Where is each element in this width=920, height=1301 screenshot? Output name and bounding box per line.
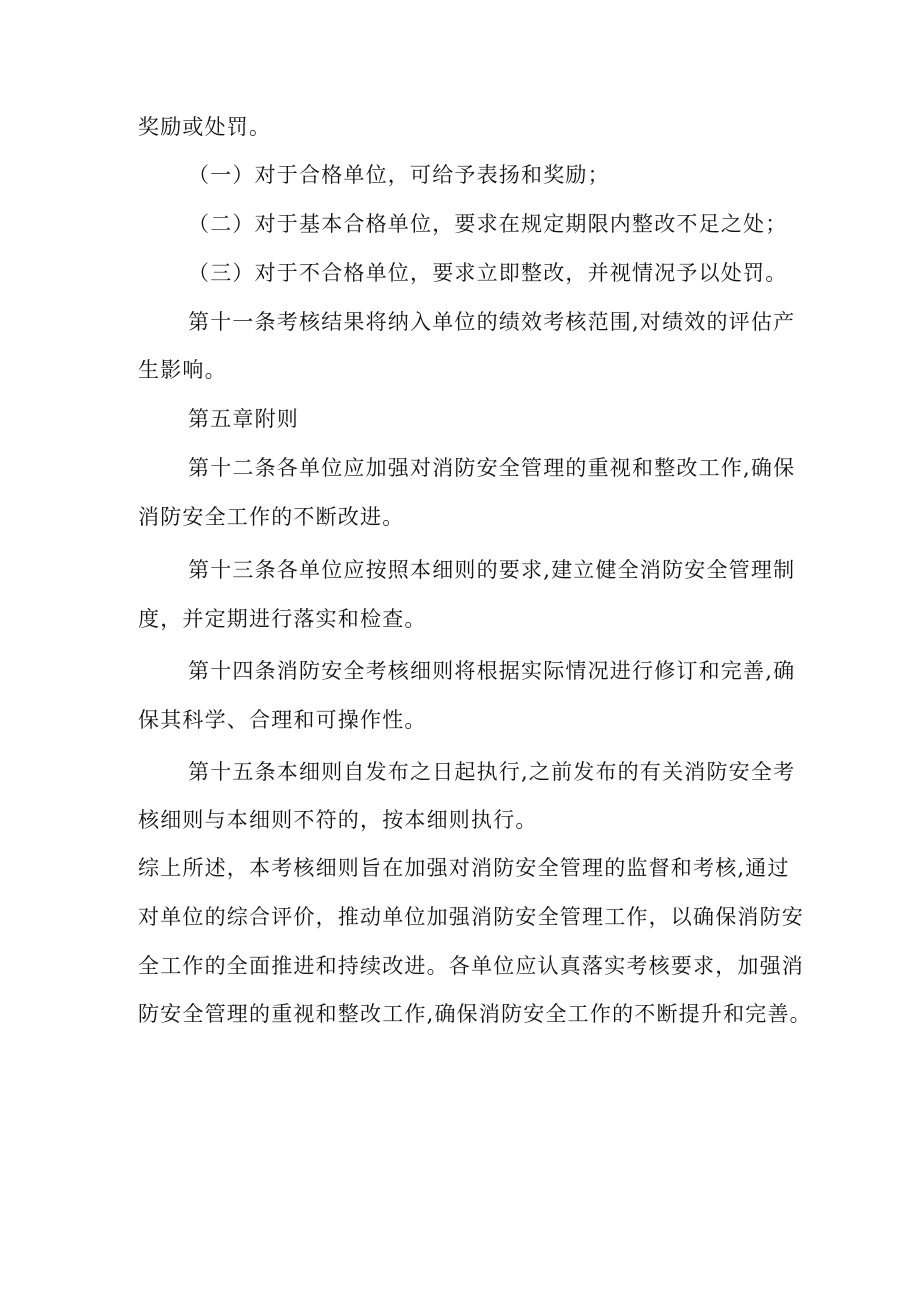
text-line-article-14-part2: 保其科学、合理和可操作性。 bbox=[138, 708, 427, 732]
text-line-item-three: （三）对于不合格单位，要求立即整改，并视情况予以处罚。 bbox=[188, 261, 788, 285]
text-line-article-15-part2: 核细则与本细则不符的，按本细则执行。 bbox=[138, 808, 538, 832]
text-line-summary-2: 对单位的综合评价，推动单位加强消防安全管理工作，以确保消防安 bbox=[138, 905, 804, 929]
text-line-award-or-penalty: 奖励或处罚。 bbox=[138, 115, 272, 139]
text-line-item-two: （二）对于基本合格单位，要求在规定期限内整改不足之处； bbox=[188, 212, 788, 236]
text-line-summary-3: 全工作的全面推进和持续改进。各单位应认真落实考核要求，加强消 bbox=[138, 954, 804, 978]
text-line-article-11-part2: 生影响。 bbox=[138, 358, 227, 382]
text-line-article-12-part2: 消防安全工作的不断改进。 bbox=[138, 505, 405, 529]
chapter-heading: 第五章附则 bbox=[188, 407, 299, 431]
text-line-article-14-part1: 第十四条消防安全考核细则将根据实际情况进行修订和完善,确 bbox=[188, 659, 796, 683]
text-line-article-12-part1: 第十二条各单位应加强对消防安全管理的重视和整改工作,确保 bbox=[188, 456, 796, 480]
text-line-article-15-part1: 第十五条本细则自发布之日起执行,之前发布的有关消防安全考 bbox=[188, 760, 796, 784]
text-line-article-13-part1: 第十三条各单位应按照本细则的要求,建立健全消防安全管理制 bbox=[188, 558, 796, 582]
text-line-article-13-part2: 度，并定期进行落实和检查。 bbox=[138, 607, 427, 631]
text-line-summary-4: 防安全管理的重视和整改工作,确保消防安全工作的不断提升和完善。 bbox=[138, 1002, 812, 1026]
text-line-article-11-part1: 第十一条考核结果将纳入单位的绩效考核范围,对绩效的评估产 bbox=[188, 310, 796, 334]
text-line-item-one: （一）对于合格单位，可给予表扬和奖励； bbox=[188, 163, 610, 187]
text-line-summary-1: 综上所述，本考核细则旨在加强对消防安全管理的监督和考核,通过 bbox=[138, 856, 790, 880]
